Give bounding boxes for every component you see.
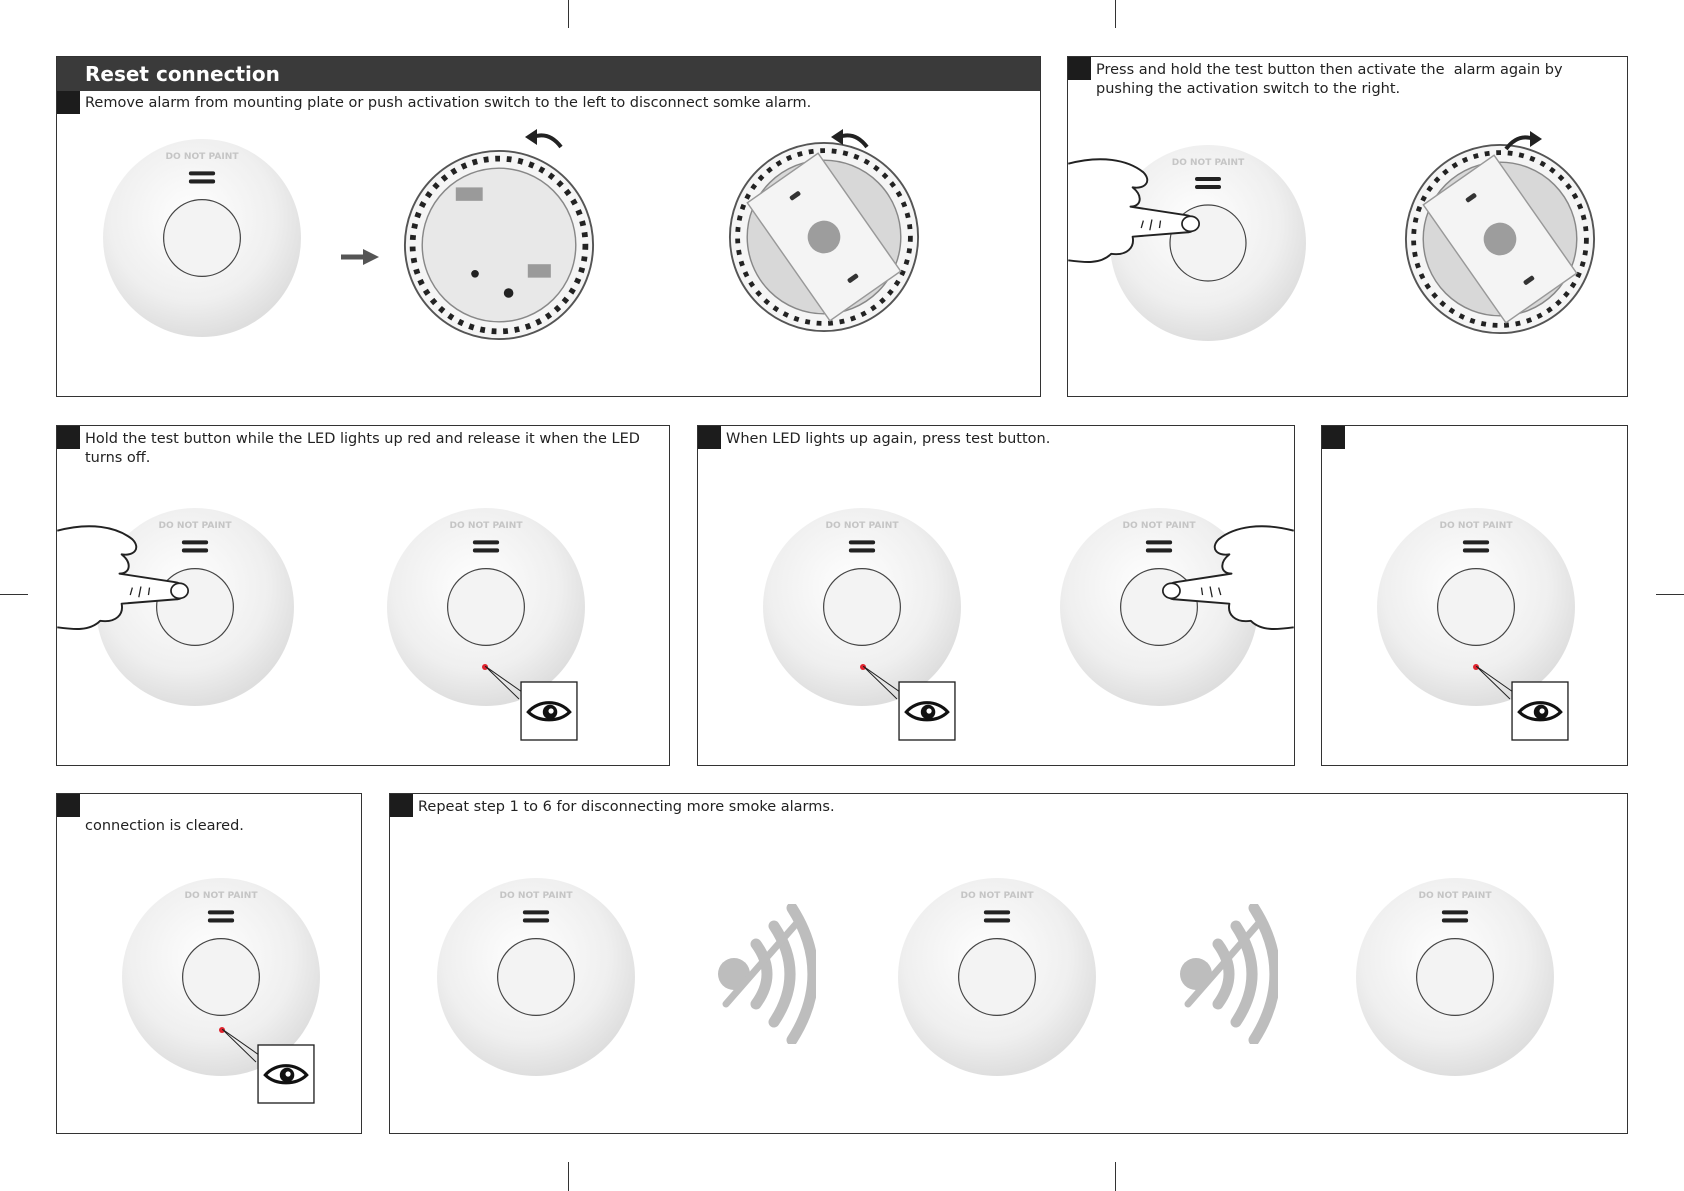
step-number-box	[57, 426, 80, 449]
crop-mark	[568, 0, 569, 28]
smoke-alarm	[435, 876, 637, 1078]
wireless-signal-icon	[716, 904, 816, 1044]
step-3-text: Hold the test button while the LED lights up red and release it when the LED turns off.	[85, 431, 645, 466]
wireless-signal-icon	[1178, 904, 1278, 1044]
smoke-alarm	[101, 137, 303, 339]
alarm-base	[403, 149, 595, 341]
step-1-text: Remove alarm from mounting plate or push activation switch to the left to disconnect somke alarm.	[85, 95, 812, 111]
finger-press-icon	[57, 520, 197, 638]
step-6-panel	[56, 793, 362, 1134]
step-number-box	[390, 794, 413, 817]
section-title: Reset connection	[57, 57, 1040, 91]
step-7-panel	[389, 793, 1628, 1134]
rotate-left-arrow-icon	[521, 125, 565, 151]
crop-mark	[568, 1162, 569, 1191]
crop-mark	[1656, 594, 1684, 595]
step-6-text: connection is cleared.	[85, 818, 244, 834]
finger-press-icon	[1154, 520, 1294, 638]
eye-icon	[898, 680, 956, 742]
step-4-text: When LED lights up again, press test button.	[726, 431, 1051, 447]
step-7-text: Repeat step 1 to 6 for disconnecting more smoke alarms.	[418, 799, 835, 815]
step-5-panel	[1321, 425, 1628, 766]
step-3-panel	[56, 425, 670, 766]
step-2-panel	[1067, 56, 1628, 397]
finger-press-icon	[1068, 153, 1208, 271]
step-number-box	[57, 794, 80, 817]
arrow-right-icon	[339, 247, 381, 267]
step-4-panel	[697, 425, 1295, 766]
eye-icon	[1511, 680, 1569, 742]
mounting-plate	[728, 141, 920, 333]
crop-mark	[1115, 0, 1116, 28]
step-2-text: Press and hold the test button then activate the alarm again by pushing the activation switch to the right.	[1096, 62, 1568, 97]
rotate-left-arrow-icon	[827, 125, 871, 151]
smoke-alarm	[761, 506, 963, 708]
step-number-box	[57, 91, 80, 114]
smoke-alarm	[896, 876, 1098, 1078]
mounting-plate	[1404, 143, 1596, 335]
step-number-box	[1322, 426, 1345, 449]
crop-mark	[1115, 1162, 1116, 1191]
eye-icon	[520, 680, 578, 742]
step-number-box	[1068, 57, 1091, 80]
crop-mark	[0, 594, 28, 595]
eye-icon	[257, 1043, 315, 1105]
rotate-right-arrow-icon	[1502, 127, 1546, 153]
smoke-alarm	[1354, 876, 1556, 1078]
step-1-panel	[56, 56, 1041, 397]
step-number-box	[698, 426, 721, 449]
